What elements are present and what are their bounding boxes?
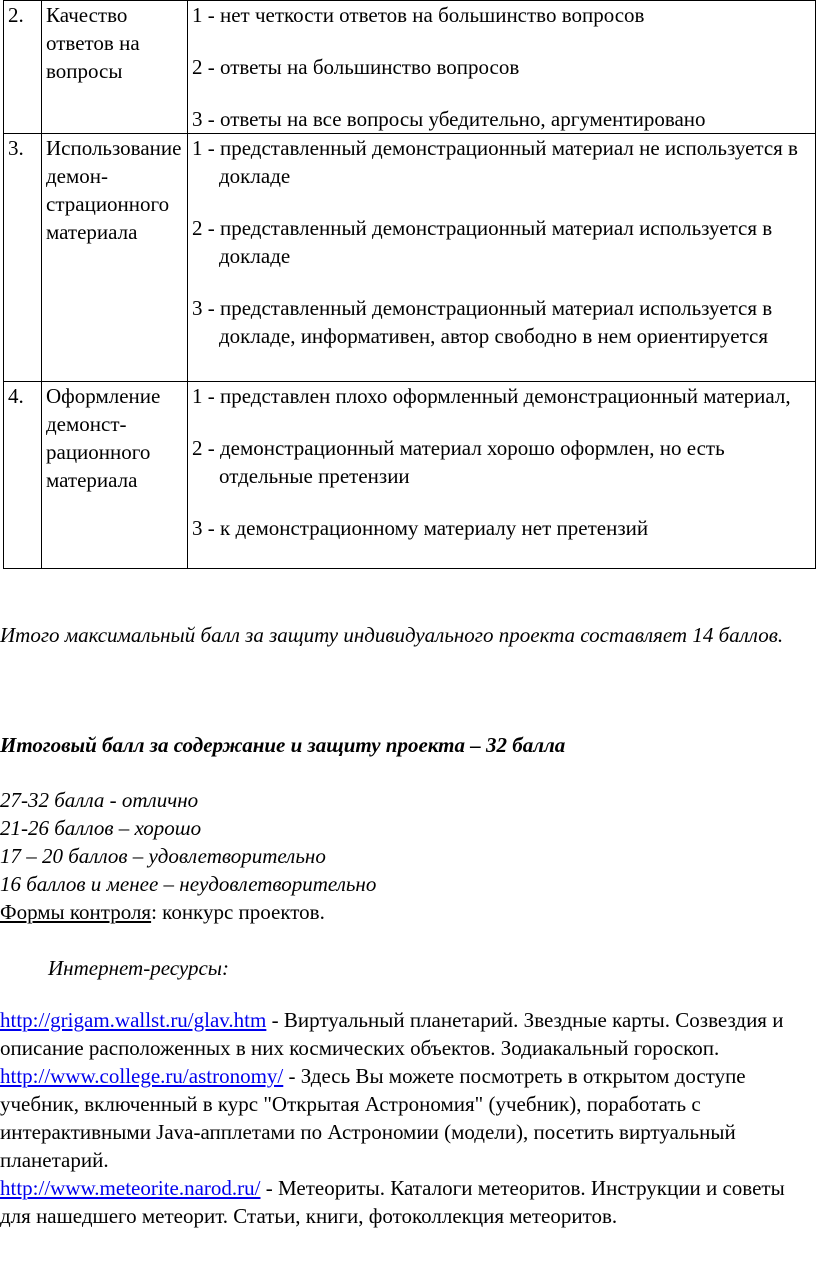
level-item: 1 - представленный демонстрационный материал не используется в докладе — [192, 136, 798, 188]
criterion-name: Оформление демонст-рационного материала — [42, 382, 188, 569]
table-row — [4, 1, 816, 134]
table-row — [4, 134, 816, 382]
resource-description: - Здесь Вы можете посмотреть в открытом доступе учебник, включенный в курс "Открытая Астрономия" (учебник), поработать с интерактивными Java-апплетами по Астрономии (модели), посетить виртуальный планетарий. — [0, 1064, 746, 1172]
row-number: 4. — [4, 382, 42, 569]
resource-link[interactable]: http://grigam.wallst.ru/glav.htm — [0, 1008, 267, 1032]
final-score: Итоговый балл за содержание и защиту проекта – 32 балла — [0, 733, 566, 757]
row-number: 2. — [4, 1, 42, 134]
criterion-name: Использование демон-страционного материала — [42, 134, 188, 382]
level-item: 3 - к демонстрационному материалу нет претензий — [192, 516, 649, 540]
control-forms-label: Формы контроля — [0, 900, 152, 924]
criteria-table — [3, 0, 816, 569]
scale-item: 16 баллов и менее – неудовлетворительно — [0, 872, 377, 896]
scale-item: 17 – 20 баллов – удовлетворительно — [0, 844, 326, 868]
resource-item — [0, 1006, 816, 1062]
criterion-name: Качество ответов на вопросы — [42, 1, 188, 134]
scale-item: 27-32 балла - отлично — [0, 788, 199, 812]
resource-link[interactable]: http://www.meteorite.narod.ru/ — [0, 1176, 261, 1200]
control-forms — [0, 898, 816, 926]
resources-list — [0, 1006, 816, 1230]
criterion-levels — [188, 1, 816, 134]
resource-item — [0, 1174, 816, 1230]
level-item: 1 - нет четкости ответов на большинство вопросов — [192, 3, 645, 27]
level-item: 1 - представлен плохо оформленный демонстрационный материал, — [192, 384, 791, 408]
level-item: 3 - ответы на все вопросы убедительно, аргументировано — [192, 107, 706, 131]
level-item: 2 - демонстрационный материал хорошо оформлен, но есть отдельные претензии — [192, 436, 725, 488]
resource-description: - Виртуальный планетарий. Звездные карты. Созвездия и описание расположенных в них космических объектов. Зодиакальный гороскоп. — [0, 1008, 784, 1060]
level-item: 2 - представленный демонстрационный материал используется в докладе — [192, 216, 773, 268]
level-item: 2 - ответы на большинство вопросов — [192, 55, 520, 79]
grading-scale — [0, 786, 816, 898]
resource-item — [0, 1062, 816, 1174]
control-forms-text: : конкурс проектов. — [151, 900, 325, 924]
scale-item: 21-26 баллов – хорошо — [0, 816, 202, 840]
resources-title: Интернет-ресурсы: — [48, 956, 229, 980]
resource-description: - Метеориты. Каталоги метеоритов. Инструкции и советы для нашедшего метеорит. Статьи, книги, фотоколлекция метеоритов. — [0, 1176, 785, 1228]
criterion-levels — [188, 134, 816, 382]
criterion-levels — [188, 382, 816, 569]
resource-link[interactable]: http://www.college.ru/astronomy/ — [0, 1064, 284, 1088]
total-note: Итого максимальный балл за защиту индивидуального проекта составляет 14 баллов. — [0, 623, 784, 647]
row-number: 3. — [4, 134, 42, 382]
table-row — [4, 382, 816, 569]
level-item: 3 - представленный демонстрационный материал используется в докладе, информативен, автор свободно в нем ориентируется — [192, 296, 773, 348]
